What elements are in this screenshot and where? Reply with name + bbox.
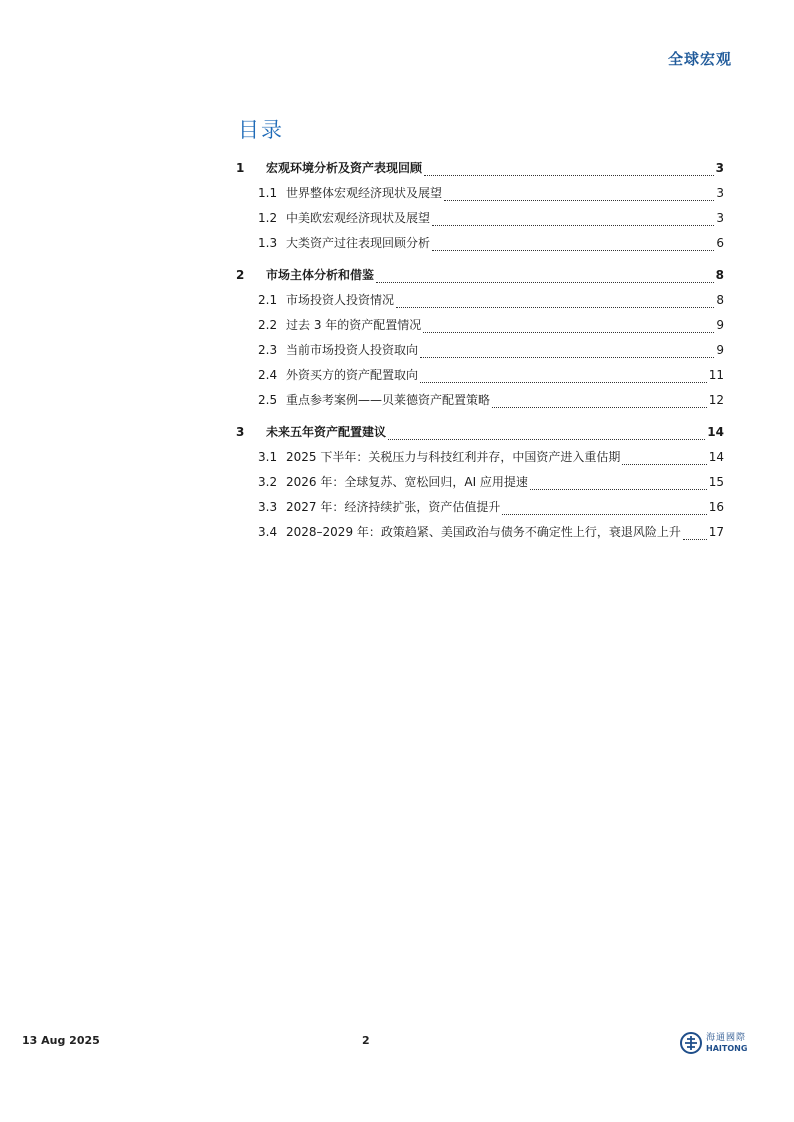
toc-dot-leader	[396, 299, 714, 308]
toc-entry-level2[interactable]	[236, 338, 724, 363]
toc-dot-leader	[502, 506, 706, 515]
haitong-logo-icon	[680, 1032, 702, 1054]
toc-dot-leader	[432, 217, 714, 226]
toc-entry-number: 2.1	[258, 293, 278, 307]
toc-dot-leader	[432, 242, 714, 251]
toc-entry-title: 2025 下半年：关税压力与科技红利并存，中国资产进入重估期	[286, 450, 621, 464]
toc-section-2	[236, 263, 724, 413]
toc-entry-title: 市场主体分析和借鉴	[266, 268, 375, 282]
toc-section-1	[236, 156, 724, 256]
toc-entry-title: 过去 3 年的资产配置情况	[286, 318, 422, 332]
toc-section-3	[236, 420, 724, 545]
toc-entry-title: 外资买方的资产配置取向	[286, 368, 419, 382]
toc-entry-page: 3	[715, 161, 724, 175]
toc-entry-title: 中美欧宏观经济现状及展望	[286, 211, 431, 225]
toc-entry-level2[interactable]	[236, 231, 724, 256]
toc-entry-number: 2	[236, 268, 245, 282]
toc-entry-number: 2.4	[258, 368, 278, 382]
toc-entry-level2[interactable]	[236, 388, 724, 413]
toc-dot-leader	[376, 274, 714, 283]
toc-entry-number: 1.1	[258, 186, 278, 200]
toc-entry-title: 世界整体宏观经济现状及展望	[286, 186, 443, 200]
toc-entry-page: 6	[716, 236, 724, 250]
toc-entry-title: 2026 年：全球复苏、宽松回归，AI 应用提速	[286, 475, 528, 489]
toc-entry-page: 3	[716, 186, 724, 200]
toc-entry-title: 重点参考案例——贝莱德资产配置策略	[286, 393, 491, 407]
toc-entry-number: 1	[236, 161, 245, 175]
toc-entry-page: 14	[707, 425, 724, 439]
toc-entry-page: 11	[708, 368, 724, 382]
toc-entry-number: 3.1	[258, 450, 278, 464]
toc-dot-leader	[622, 456, 706, 465]
toc-entry-title: 市场投资人投资情况	[286, 293, 395, 307]
toc-entry-level1[interactable]	[236, 420, 724, 445]
table-of-contents	[236, 156, 724, 552]
toc-dot-leader	[423, 324, 714, 333]
toc-entry-page: 8	[716, 293, 724, 307]
toc-entry-level2[interactable]	[236, 288, 724, 313]
toc-entry-page: 15	[708, 475, 724, 489]
toc-dot-leader	[420, 374, 707, 383]
toc-entry-number: 3.3	[258, 500, 278, 514]
toc-entry-number: 2.5	[258, 393, 278, 407]
toc-entry-number: 1.3	[258, 236, 278, 250]
toc-dot-leader	[444, 192, 714, 201]
toc-entry-number: 3.4	[258, 525, 278, 539]
toc-entry-level2[interactable]	[236, 206, 724, 231]
toc-entry-level2[interactable]	[236, 520, 724, 545]
footer-date: 13 Aug 2025	[22, 1034, 100, 1047]
toc-dot-leader	[388, 431, 705, 440]
toc-entry-title: 2028–2029 年：政策趋紧、美国政治与债务不确定性上行，衰退风险上升	[286, 525, 681, 539]
toc-title: 目录	[238, 118, 284, 142]
toc-entry-level2[interactable]	[236, 181, 724, 206]
toc-entry-page: 14	[708, 450, 724, 464]
toc-entry-page: 9	[716, 318, 724, 332]
toc-entry-number: 1.2	[258, 211, 278, 225]
page-number: 2	[362, 1034, 370, 1047]
toc-entry-title: 大类资产过往表现回顾分析	[286, 236, 431, 250]
toc-dot-leader	[683, 531, 707, 540]
header-section-label: 全球宏观	[667, 50, 732, 68]
toc-dot-leader	[424, 167, 714, 176]
toc-entry-number: 3	[236, 425, 245, 439]
logo-text-cn: 海通國際	[706, 1032, 747, 1043]
haitong-logo	[680, 1032, 747, 1054]
logo-text-en: HAITONG	[706, 1043, 748, 1053]
toc-dot-leader	[492, 399, 707, 408]
toc-entry-page: 8	[715, 268, 724, 282]
toc-entry-title: 当前市场投资人投资取向	[286, 343, 419, 357]
toc-entry-title: 未来五年资产配置建议	[266, 425, 387, 439]
toc-dot-leader	[530, 481, 707, 490]
toc-entry-number: 2.2	[258, 318, 278, 332]
toc-entry-page: 16	[708, 500, 724, 514]
toc-entry-level2[interactable]	[236, 445, 724, 470]
toc-entry-level1[interactable]	[236, 156, 724, 181]
toc-entry-page: 17	[708, 525, 724, 539]
toc-entry-title: 2027 年：经济持续扩张，资产估值提升	[286, 500, 501, 514]
toc-entry-number: 3.2	[258, 475, 278, 489]
toc-entry-level2[interactable]	[236, 363, 724, 388]
toc-dot-leader	[420, 349, 714, 358]
toc-entry-page: 3	[716, 211, 724, 225]
toc-entry-page: 12	[708, 393, 724, 407]
toc-entry-page: 9	[716, 343, 724, 357]
toc-entry-level2[interactable]	[236, 470, 724, 495]
toc-entry-level1[interactable]	[236, 263, 724, 288]
toc-entry-level2[interactable]	[236, 495, 724, 520]
toc-entry-title: 宏观环境分析及资产表现回顾	[266, 161, 423, 175]
toc-entry-level2[interactable]	[236, 313, 724, 338]
toc-entry-number: 2.3	[258, 343, 278, 357]
